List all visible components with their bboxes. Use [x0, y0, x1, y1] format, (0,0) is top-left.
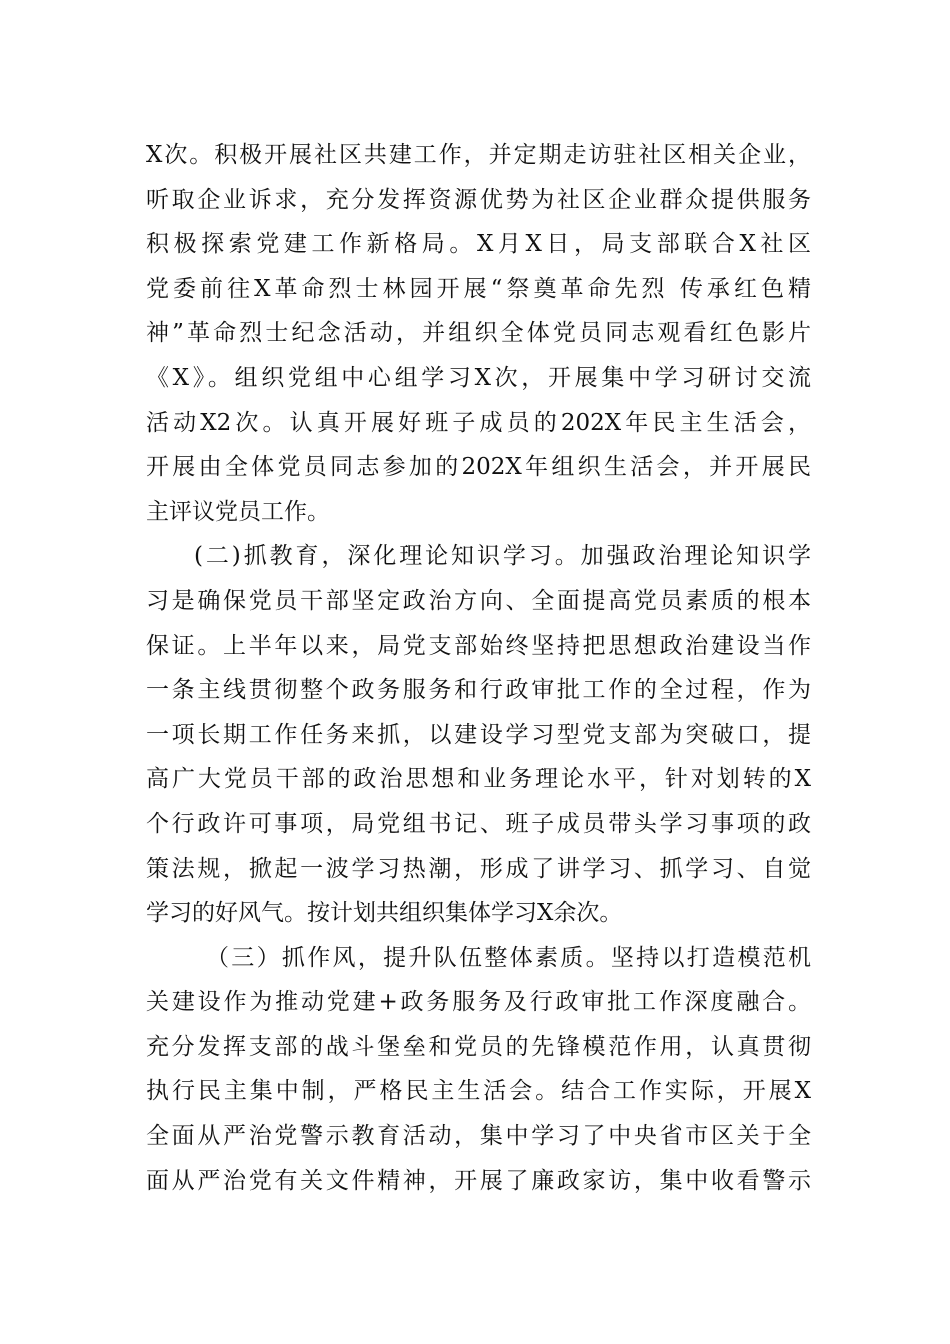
text-line: 执行民主集中制，严格民主生活会。结合工作实际，开展X [146, 1078, 811, 1105]
text-line: 听取企业诉求，充分发挥资源优势为社区企业群众提供服务 [146, 186, 811, 213]
text-line: 学习的好风气。按计划共组织集体学习X余次。 [146, 900, 623, 927]
body-text [146, 133, 811, 1203]
text-line: 面从严治党有关文件精神，开展了廉政家访，集中收看警示 [146, 1167, 811, 1194]
text-line: 活动X2次。认真开展好班子成员的202X年民主生活会， [146, 409, 811, 436]
text-line: 个行政许可事项，局党组书记、班子成员带头学习事项的政 [146, 810, 811, 837]
text-line: 策法规，掀起一波学习热潮，形成了讲学习、抓学习、自觉 [146, 855, 811, 882]
text-line: 《X》。组织党组中心组学习X次，开展集中学习研讨交流 [146, 364, 811, 391]
text-line: 习是确保党员干部坚定政治方向、全面提高党员素质的根本 [146, 587, 811, 614]
text-line: 全面从严治党警示教育活动，集中学习了中央省市区关于全 [146, 1123, 811, 1150]
section-heading-line: （三）抓作风，提升队伍整体素质。坚持以打造模范机 [206, 944, 811, 971]
text-line: 高广大党员干部的政治思想和业务理论水平，针对划转的X [146, 766, 811, 793]
text-line: 关建设作为推动党建+政务服务及行政审批工作深度融合。 [146, 989, 811, 1016]
text-line: 神”革命烈士纪念活动，并组织全体党员同志观看红色影片 [146, 320, 811, 347]
text-line: 充分发挥支部的战斗堡垒和党员的先锋模范作用，认真贯彻 [146, 1033, 811, 1060]
text-line: 党委前往X革命烈士林园开展“祭奠革命先烈 传承红色精 [146, 275, 811, 302]
section-heading-line: (二)抓教育，深化理论知识学习。加强政治理论知识学 [194, 543, 811, 570]
text-line: X次。积极开展社区共建工作，并定期走访驻社区相关企业， [146, 142, 811, 168]
text-line: 一条主线贯彻整个政务服务和行政审批工作的全过程，作为 [146, 677, 811, 704]
text-line: 积极探索党建工作新格局。X月X日，局支部联合X社区 [146, 231, 811, 258]
text-line: 主评议党员工作。 [146, 498, 330, 525]
text-line: 开展由全体党员同志参加的202X年组织生活会，并开展民 [146, 454, 811, 481]
text-line: 保证。上半年以来，局党支部始终坚持把思想政治建设当作 [146, 632, 811, 659]
text-line: 一项长期工作任务来抓，以建设学习型党支部为突破口，提 [146, 721, 811, 748]
